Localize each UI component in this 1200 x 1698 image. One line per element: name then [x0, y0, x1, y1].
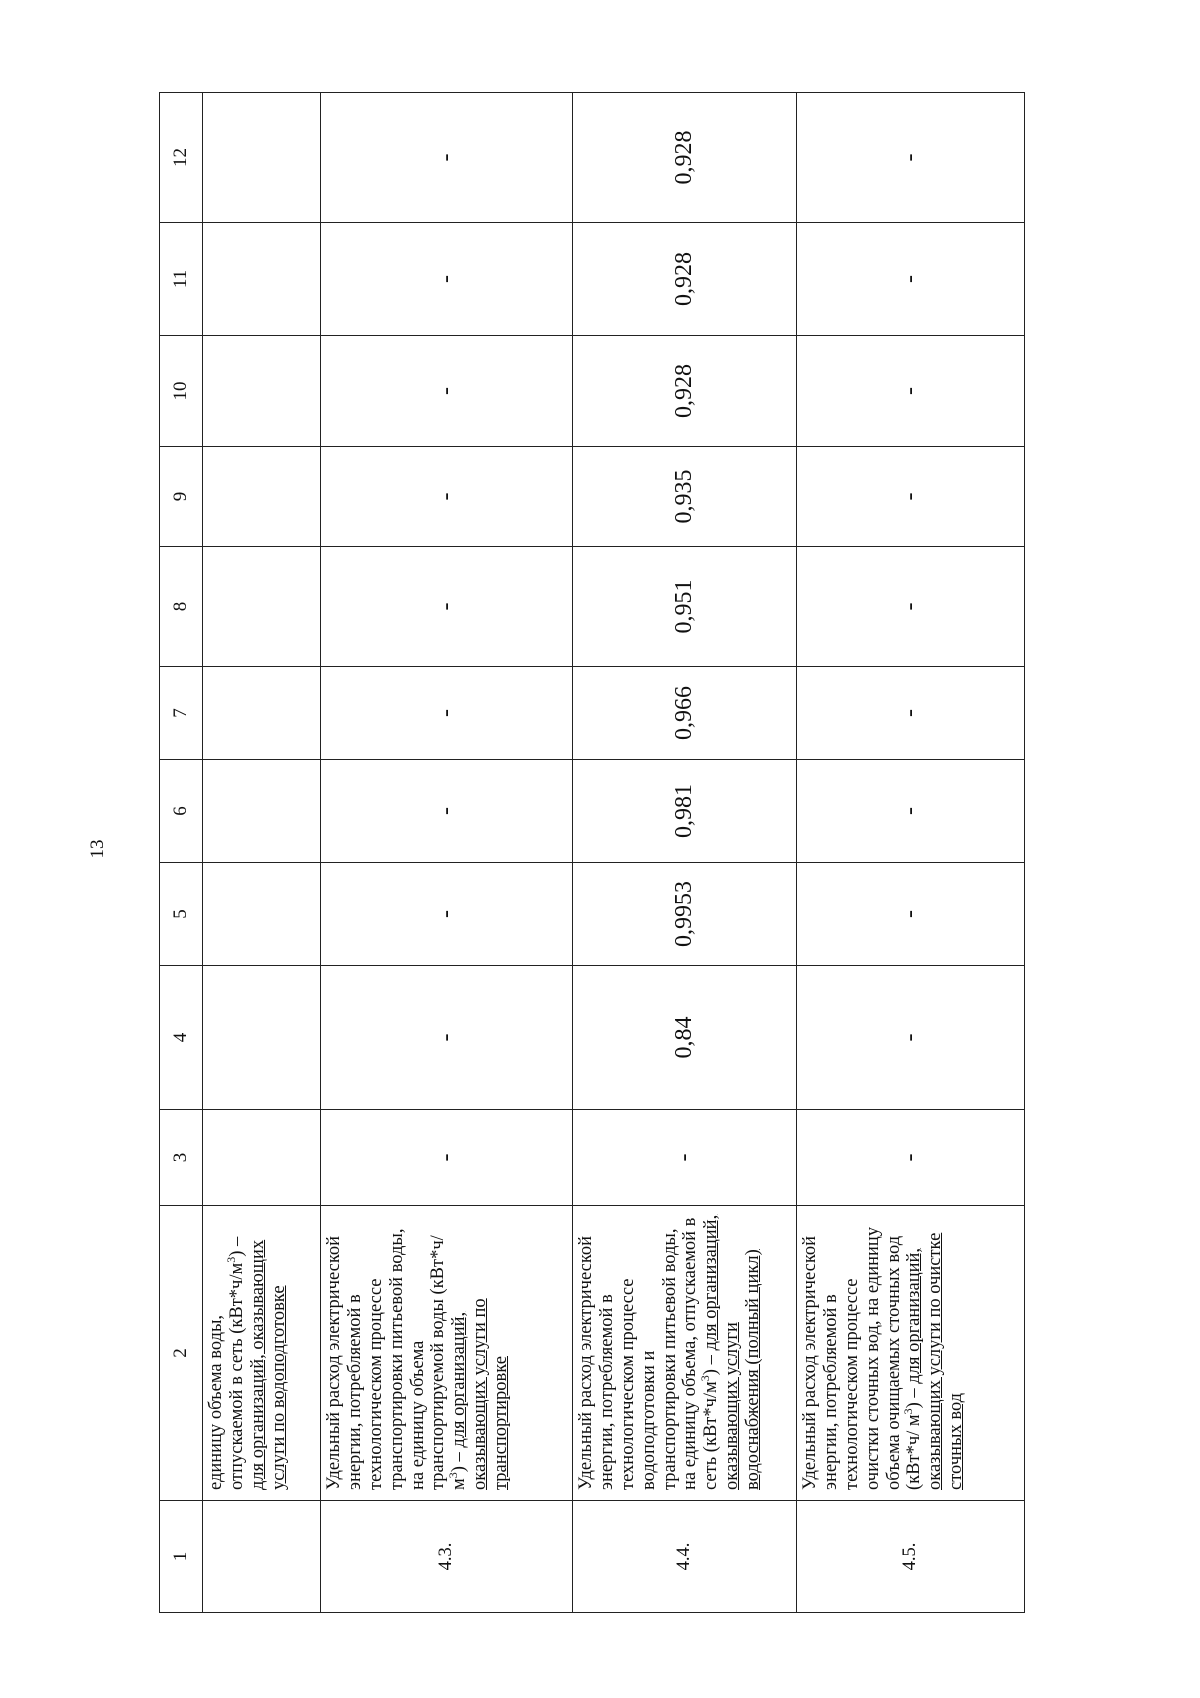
table-cell	[203, 547, 321, 667]
table-cell: 0,981	[573, 760, 797, 863]
rotated-table-container	[159, 93, 999, 1613]
table-cell: -	[797, 667, 1025, 760]
table-cell: -	[321, 863, 573, 966]
column-header: 7	[160, 667, 203, 760]
table-cell	[203, 863, 321, 966]
table-cell: -	[797, 760, 1025, 863]
row-number: 4.3.	[321, 1501, 573, 1613]
row-number	[203, 1501, 321, 1613]
table-cell: -	[797, 447, 1025, 547]
table-row	[797, 93, 1025, 1613]
table-cell: -	[321, 547, 573, 667]
table-cell: -	[797, 336, 1025, 447]
table-header-row	[160, 93, 203, 1613]
column-header: 2	[160, 1206, 203, 1501]
table-cell: -	[321, 1110, 573, 1206]
table-row	[321, 93, 573, 1613]
table-cell	[203, 966, 321, 1110]
table-row	[573, 93, 797, 1613]
row-description: Удельный расход электрической энергии, потребляемой в технологическом процессе очистки сточных вод, на единицу объема очищаемых сточных вод (кВт*ч/ $м^3$) – для организаций, оказывающих услуги по очистке сточных вод	[797, 1206, 1025, 1501]
page-number: 13	[87, 839, 108, 859]
table-cell: -	[573, 1110, 797, 1206]
table-cell: 0,935	[573, 447, 797, 547]
table-cell: -	[797, 223, 1025, 336]
table-cell: -	[797, 966, 1025, 1110]
column-header: 10	[160, 336, 203, 447]
table-cell: -	[797, 1110, 1025, 1206]
table-cell: 0,84	[573, 966, 797, 1110]
column-header: 6	[160, 760, 203, 863]
table-cell: 0,928	[573, 93, 797, 223]
table-cell: 0,966	[573, 667, 797, 760]
column-header: 1	[160, 1501, 203, 1613]
row-description: единицу объема воды, отпускаемой в сеть $(кВт*ч/м^3)$ – для организаций, оказывающих услуги по водоподготовке	[203, 1206, 321, 1501]
row-description: Удельный расход электрической энергии, потребляемой в технологическом процессе транспортировки питьевой воды, на единицу объема транспортируемой воды $(кВт*ч/м^3)$ – для организаций, оказывающих услуги по транспортировке	[321, 1206, 573, 1501]
table-cell: 0,951	[573, 547, 797, 667]
column-header: 5	[160, 863, 203, 966]
column-header: 9	[160, 447, 203, 547]
table-row	[203, 93, 321, 1613]
table-cell: -	[797, 93, 1025, 223]
table-cell: -	[321, 336, 573, 447]
table-cell: 0,928	[573, 223, 797, 336]
table-cell: -	[321, 93, 573, 223]
table-cell: -	[321, 447, 573, 547]
table-cell: -	[797, 547, 1025, 667]
table-cell: 0,928	[573, 336, 797, 447]
table-cell: -	[797, 863, 1025, 966]
column-header: 11	[160, 223, 203, 336]
table-cell	[203, 760, 321, 863]
table-cell	[203, 447, 321, 547]
row-number: 4.5.	[797, 1501, 1025, 1613]
column-header: 8	[160, 547, 203, 667]
column-header: 12	[160, 93, 203, 223]
table-cell	[203, 93, 321, 223]
table-cell: -	[321, 760, 573, 863]
column-header: 4	[160, 966, 203, 1110]
table-cell	[203, 1110, 321, 1206]
row-description: Удельный расход электрической энергии, потребляемой в технологическом процессе водоподготовки и транспортировки питьевой воды, на единицу объема, отпускаемой в сеть $(кВт*ч/м^3)$ – для организаций, оказывающих услуги водоснабжения (полный цикл)	[573, 1206, 797, 1501]
row-number: 4.4.	[573, 1501, 797, 1613]
column-header: 3	[160, 1110, 203, 1206]
table-cell: -	[321, 667, 573, 760]
table-cell	[203, 336, 321, 447]
table-cell: -	[321, 223, 573, 336]
table-cell: -	[321, 966, 573, 1110]
table-cell	[203, 667, 321, 760]
indicators-table	[159, 92, 1025, 1613]
table-cell: 0,9953	[573, 863, 797, 966]
table-cell	[203, 223, 321, 336]
